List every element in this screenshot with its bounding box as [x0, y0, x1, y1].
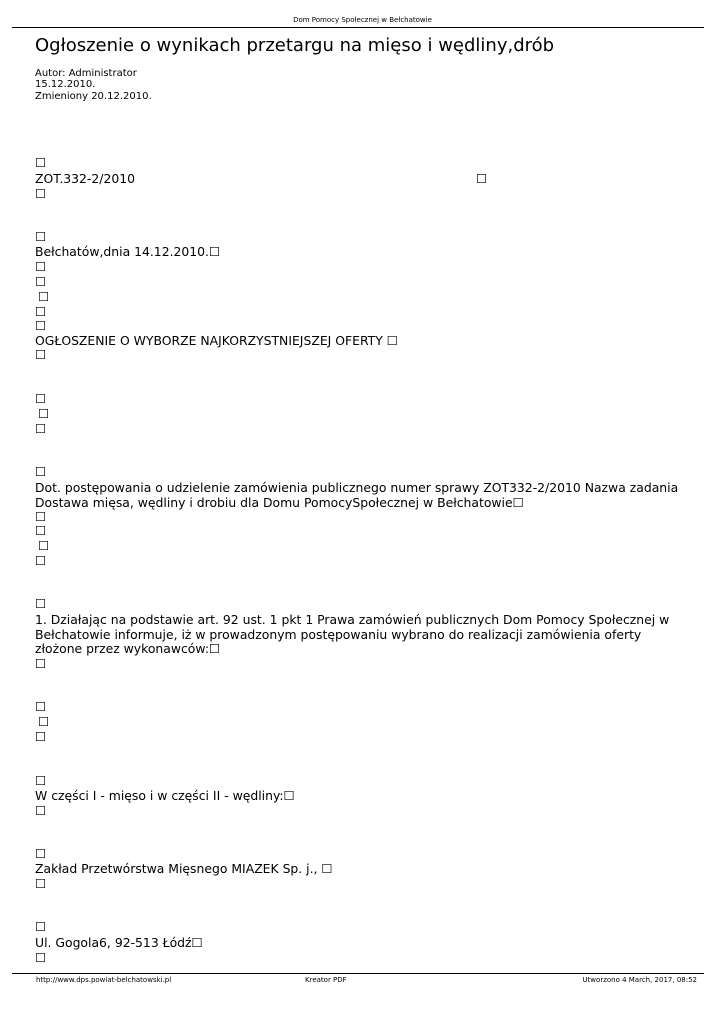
footer-rule [12, 973, 704, 974]
placeholder-box: ☐ [35, 259, 47, 274]
point-1-line-1: 1. Działając na podstawie art. 92 ust. 1 pkt 1 Prawa zamówień publicznych Dom Pomocy Społecznej w [35, 612, 670, 627]
placeholder-box: ☐ [476, 171, 488, 186]
parts-line: W części I - mięso i w części II - wędliny:☐ [35, 788, 295, 803]
placeholder-box: ☐ [35, 803, 47, 818]
placeholder-box: ☐ [35, 274, 47, 289]
article-author: Autor: Administrator [35, 68, 137, 79]
footer-url: http://www.dps.powiat-belchatowski.pl [36, 976, 172, 984]
subject-line-2: Dostawa mięsa, wędliny i drobiu dla Domu PomocySpołecznej w Bełchatowie☐ [35, 495, 524, 510]
placeholder-box: ☐ [35, 155, 47, 170]
placeholder-box: ☐ [35, 464, 47, 479]
page-header: Dom Pomocy Społecznej w Bełchatowie [293, 16, 432, 24]
point-1-line-3: złożone przez wykonawców:☐ [35, 641, 221, 656]
placeholder-box: ☐ [38, 289, 50, 304]
placeholder-box: ☐ [35, 186, 47, 201]
placeholder-box: ☐ [35, 656, 47, 671]
placeholder-box: ☐ [35, 523, 47, 538]
placeholder-box: ☐ [35, 729, 47, 744]
placeholder-box: ☐ [35, 347, 47, 362]
placeholder-box: ☐ [35, 773, 47, 788]
point-1-line-2: Bełchatowie informuje, iż w prowadzonym postępowaniu wybrano do realizacji zamówienia oferty [35, 627, 642, 642]
placeholder-box: ☐ [35, 421, 47, 436]
placeholder-box: ☐ [35, 229, 47, 244]
announcement-heading: OGŁOSZENIE O WYBORZE NAJKORZYSTNIEJSZEJ OFERTY ☐ [35, 333, 398, 348]
footer-generator: Kreator PDF [305, 976, 347, 984]
placeholder-box: ☐ [38, 714, 50, 729]
article-title: Ogłoszenie o wynikach przetargu na mięso i wędliny,drób [35, 35, 555, 56]
placeholder-box: ☐ [38, 406, 50, 421]
placeholder-box: ☐ [38, 538, 50, 553]
footer-created: Utworzono 4 March, 2017, 08:52 [582, 976, 697, 984]
article-modified-date: Zmieniony 20.12.2010. [35, 91, 152, 102]
subject-line-1: Dot. postępowania o udzielenie zamówienia publicznego numer sprawy ZOT332-2/2010 Nazwa zadania [35, 480, 679, 495]
placeholder-box: ☐ [35, 950, 47, 965]
header-rule [12, 27, 704, 28]
placeholder-box: ☐ [35, 876, 47, 891]
placeholder-box: ☐ [35, 919, 47, 934]
placeholder-box: ☐ [35, 509, 47, 524]
reference-number: ZOT.332-2/2010 [35, 171, 135, 186]
placeholder-box: ☐ [35, 846, 47, 861]
placeholder-box: ☐ [35, 318, 47, 333]
company-address: Ul. Gogola6, 92-513 Łódź☐ [35, 935, 203, 950]
place-date: Bełchatów,dnia 14.12.2010.☐ [35, 244, 221, 259]
article-created-date: 15.12.2010. [35, 79, 96, 90]
placeholder-box: ☐ [35, 304, 47, 319]
placeholder-box: ☐ [35, 553, 47, 568]
placeholder-box: ☐ [35, 391, 47, 406]
placeholder-box: ☐ [35, 699, 47, 714]
company-name: Zakład Przetwórstwa Mięsnego MIAZEK Sp. j., ☐ [35, 861, 333, 876]
placeholder-box: ☐ [35, 596, 47, 611]
